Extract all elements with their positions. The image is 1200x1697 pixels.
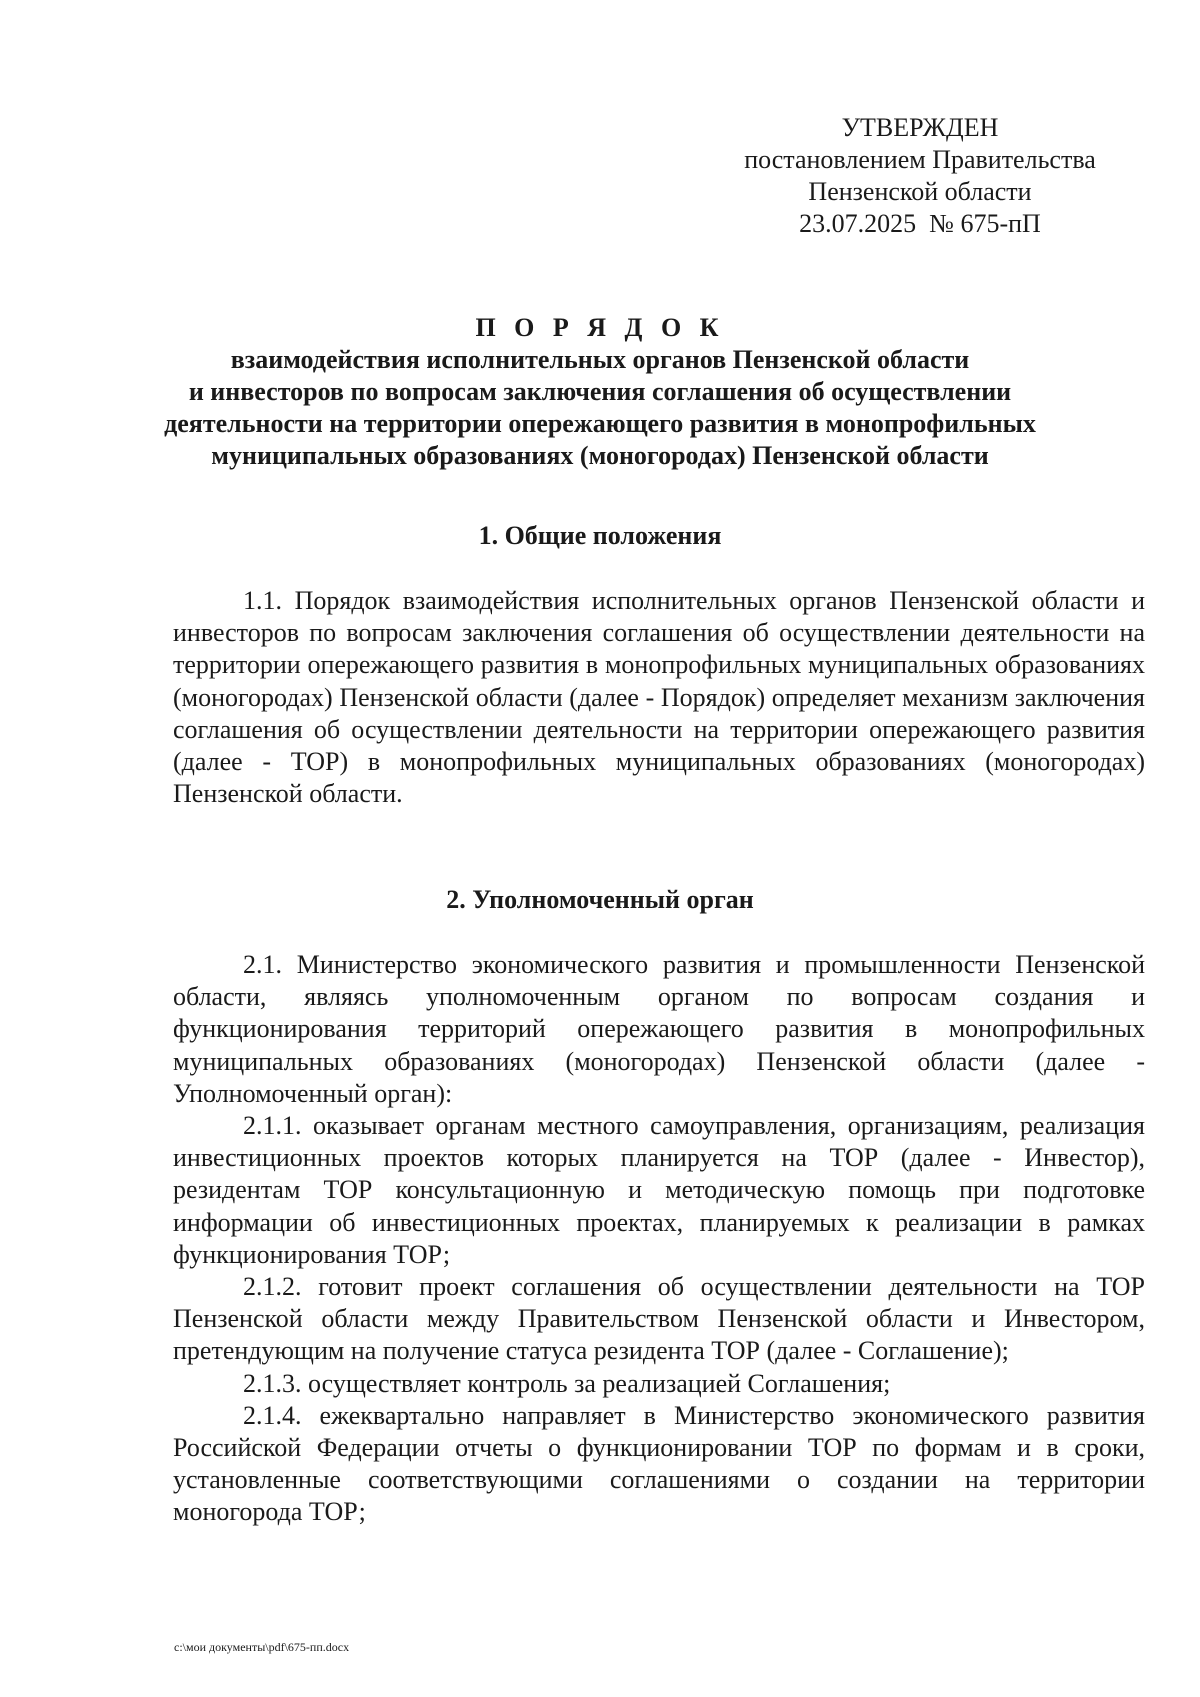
- approval-date-number: 23.07.2025 № 675-пП: [799, 209, 1041, 238]
- document-title-main: П О Р Я Д О К: [475, 313, 725, 342]
- paragraph-2-1-1: 2.1.1. оказывает органам местного самоуправления, организациям, реализация инвестиционных проектов которых планируется на ТОР (далее - Инвестор), резидентам ТОР консультационную и методическую помощь при подготовке информации об инвестиционных проектах, планируемых к реализации в рамках функционирования ТОР;: [173, 1111, 1145, 1269]
- file-path-footer: c:\мои документы\pdf\675-пп.docx: [174, 1640, 350, 1654]
- paragraph-2-1-4: 2.1.4. ежеквартально направляет в Министерство экономического развития Российской Федерации отчеты о функционировании ТОР по формам и в сроки, установленные соответствующими соглашениями о создании на территории моногорода ТОР;: [173, 1400, 1145, 1527]
- document-title-line: деятельности на территории опережающего развития в монопрофильных: [164, 409, 1036, 438]
- paragraph-2-1-3: 2.1.3. осуществляет контроль за реализацией Соглашения;: [243, 1368, 891, 1398]
- approval-stamp: [740, 112, 1100, 240]
- approval-line: постановлением Правительства: [744, 145, 1096, 174]
- section-1-body: [173, 585, 1145, 810]
- document-title-line: и инвесторов по вопросам заключения соглашения об осуществлении: [188, 377, 1012, 406]
- section-heading-1: 1. Общие положения: [478, 521, 722, 550]
- section-heading-2: 2. Уполномоченный орган: [446, 885, 754, 914]
- document-title-line: муниципальных образованиях (моногородах) Пензенской области: [211, 441, 989, 470]
- document-title-line: взаимодействия исполнительных органов Пензенской области: [230, 345, 970, 374]
- paragraph-1-1: 1.1. Порядок взаимодействия исполнительных органов Пензенской области и инвесторов по вопросам заключения соглашения об осуществлении деятельности на территории опережающего развития в монопрофильных муниципальных образованиях (моногородах) Пензенской области (далее - Порядок) определяет механизм заключения соглашения об осуществлении деятельности на территории опережающего развития (далее - ТОР) в монопрофильных муниципальных образованиях (моногородах) Пензенской области.: [173, 586, 1145, 809]
- document-title: [150, 312, 1050, 472]
- approval-title: УТВЕРЖДЕН: [841, 113, 999, 142]
- section-2-body: [173, 949, 1145, 1529]
- paragraph-2-1-2: 2.1.2. готовит проект соглашения об осуществлении деятельности на ТОР Пензенской области между Правительством Пензенской области и Инвестором, претендующим на получение статуса резидента ТОР (далее - Соглашение);: [173, 1272, 1145, 1366]
- paragraph-2-1: 2.1. Министерство экономического развития и промышленности Пензенской области, являясь уполномоченным органом по вопросам создания и функционирования территорий опережающего развития в монопрофильных муниципальных образованиях (моногородах) Пензенской области (далее - Уполномоченный орган):: [173, 950, 1145, 1108]
- approval-line: Пензенской области: [808, 177, 1032, 206]
